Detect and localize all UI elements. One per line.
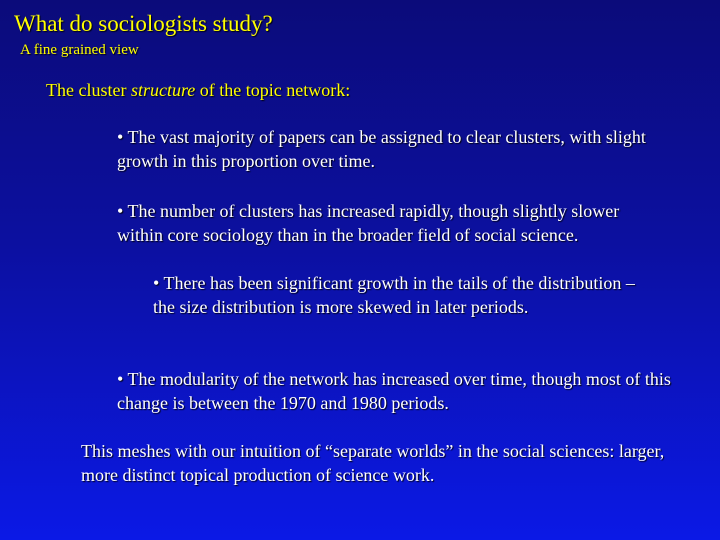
bullet-cluster-count: • The number of clusters has increased rapidly, though slightly slower within core sociology than in the broader field of social science.	[117, 201, 620, 245]
section-heading	[46, 79, 350, 101]
bullet-clusters-assignment: • The vast majority of papers can be assigned to clear clusters, with slight growth in this proportion over time.	[117, 127, 646, 171]
closing-statement: This meshes with our intuition of “separate worlds” in the social sciences: larger, more distinct topical production of science work.	[81, 441, 665, 485]
heading-text-start: The cluster	[46, 80, 131, 100]
heading-text-end: of the topic network:	[195, 80, 351, 100]
heading-text-italic: structure	[130, 80, 196, 100]
slide-title: What do sociologists study?	[14, 11, 273, 36]
sub-bullet-distribution-tails: • There has been significant growth in the tails of the distribution – the size distribution is more skewed in later periods.	[153, 273, 635, 317]
bullet-modularity: • The modularity of the network has increased over time, though most of this change is between the 1970 and 1980 periods.	[117, 369, 671, 413]
slide-subtitle: A fine grained view	[20, 42, 139, 58]
